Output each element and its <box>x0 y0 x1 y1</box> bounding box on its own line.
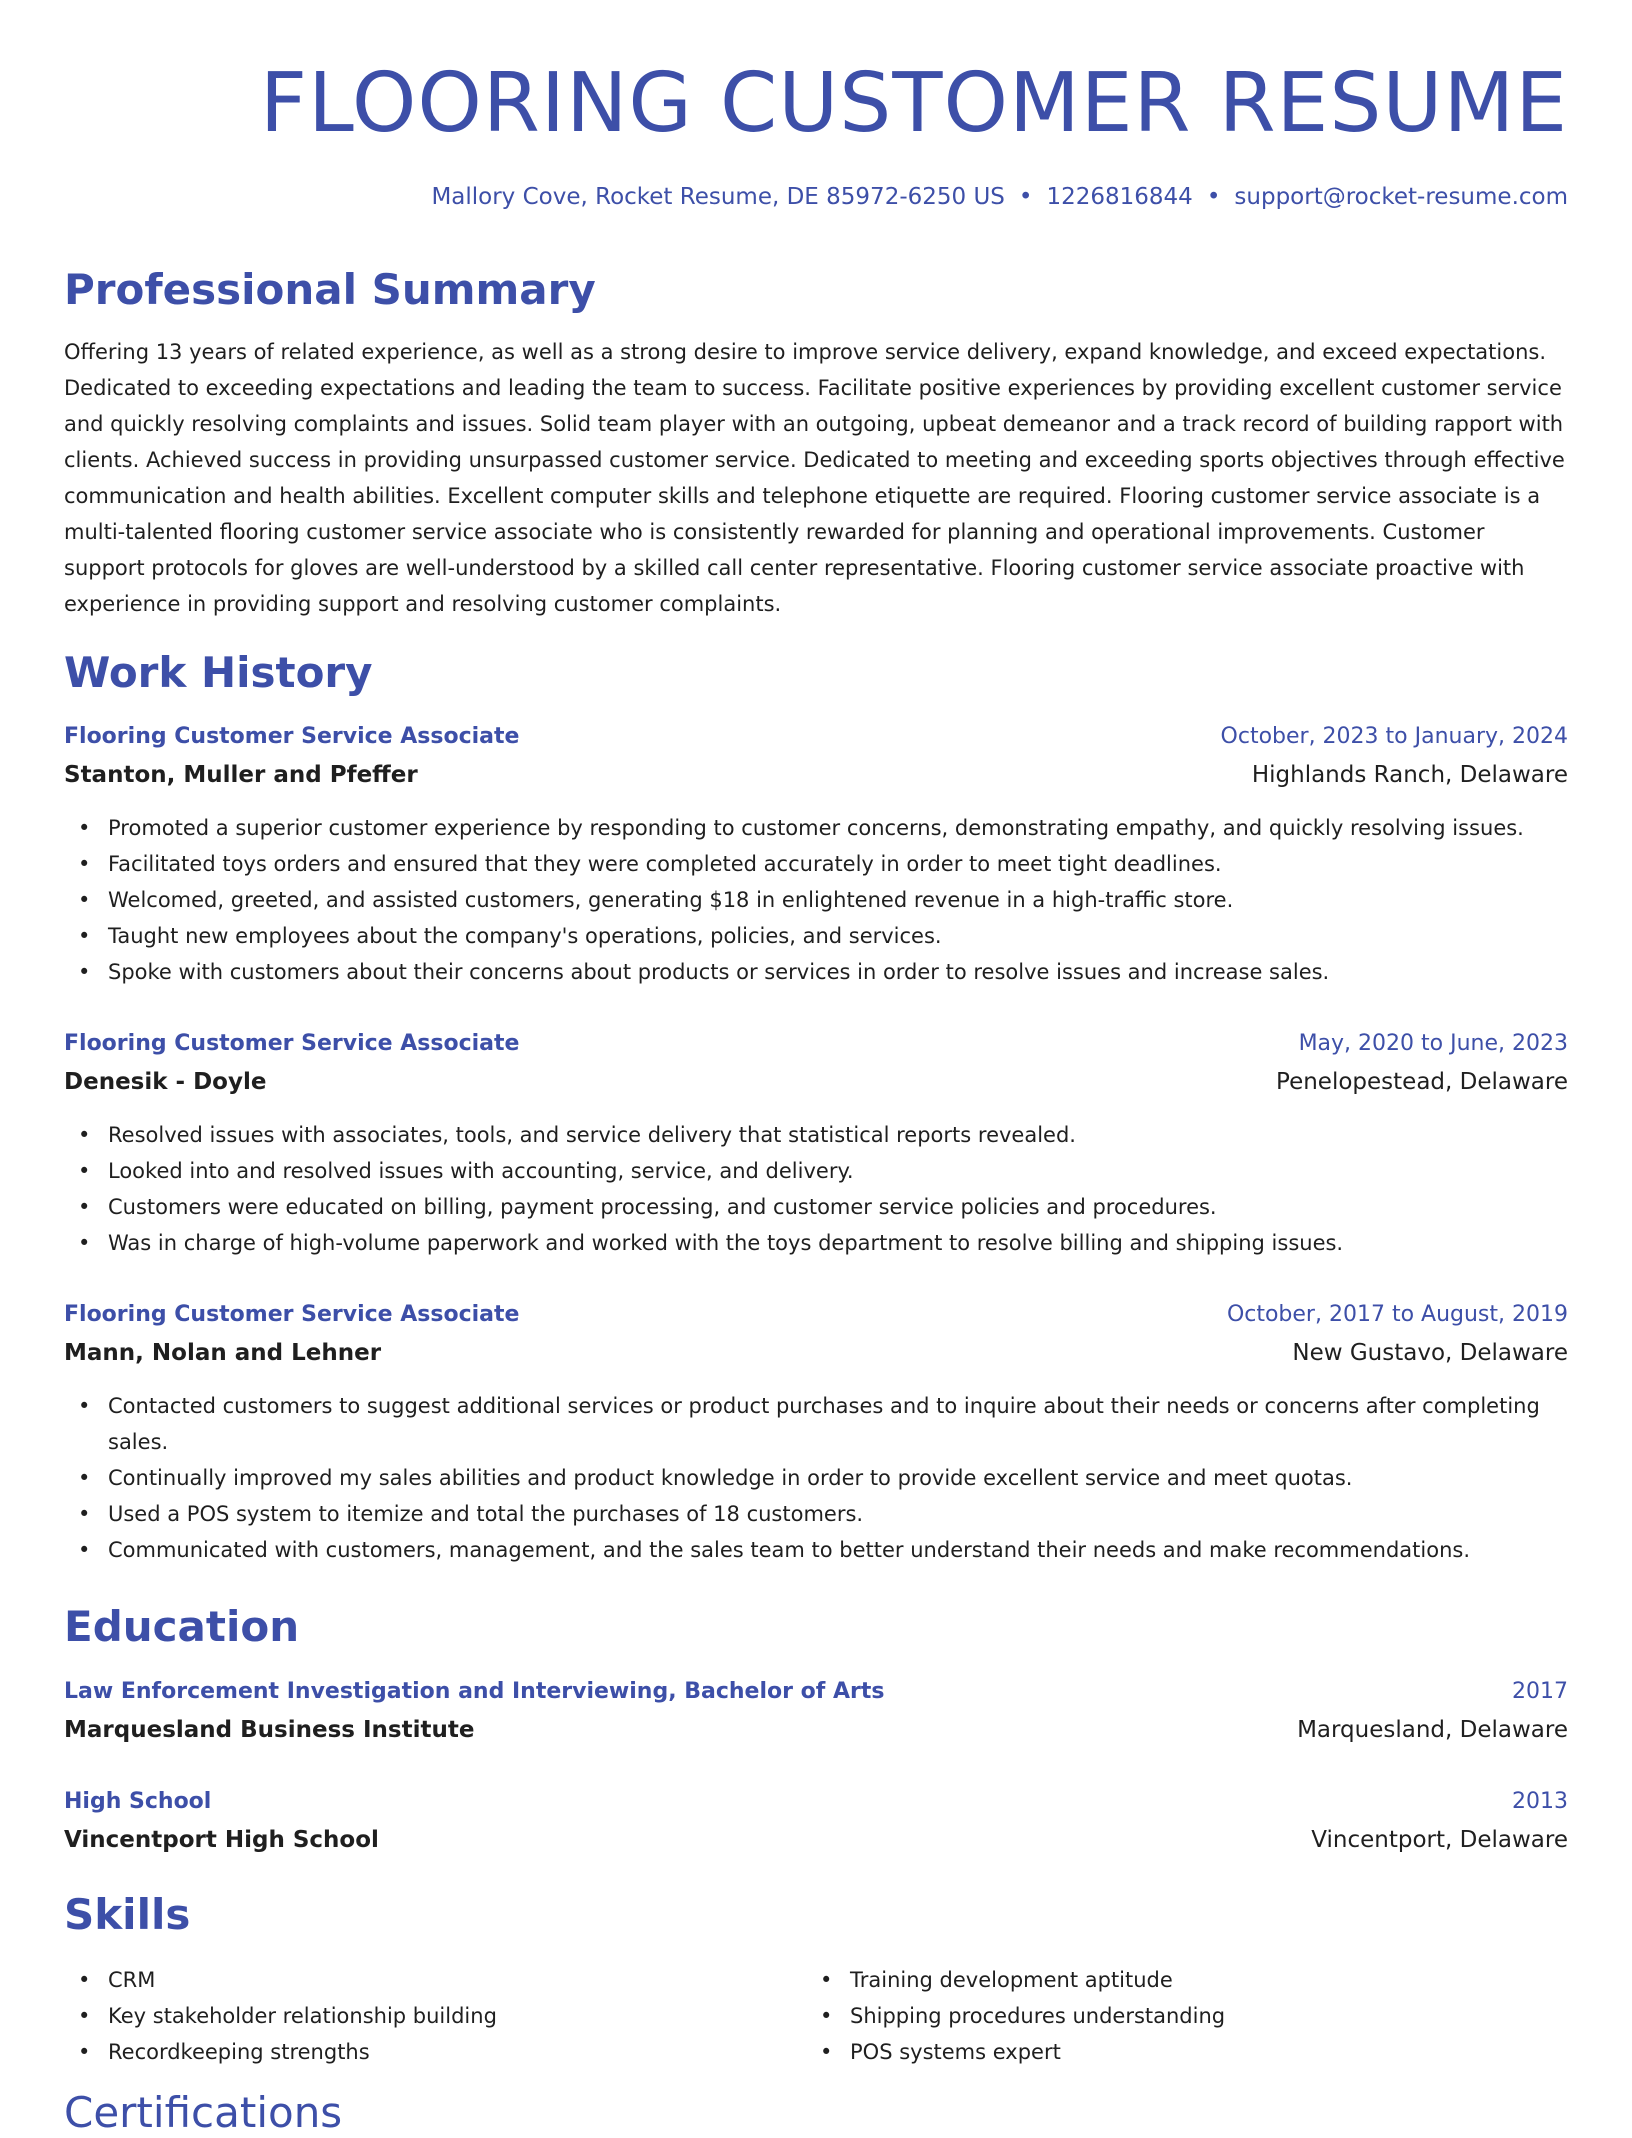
education-entry <box>64 1785 1568 1861</box>
contact-line <box>431 182 1568 212</box>
job-dates: May, 2020 to June, 2023 <box>1298 1031 1568 1056</box>
job-entry <box>64 1027 1568 1261</box>
skill-item: • CRM <box>64 1962 497 1998</box>
job-company: Denesik - Doyle <box>64 1069 267 1095</box>
job-bullet: • Resolved issues with associates, tools, and service delivery that statistical reports revealed. <box>64 1117 1568 1153</box>
job-dates: October, 2023 to January, 2024 <box>1220 724 1568 749</box>
job-bullet: • Communicated with customers, management, and the sales team to better understand their needs and make recommendations. <box>64 1532 1568 1568</box>
job-entry <box>64 1298 1568 1568</box>
job-bullet: • Looked into and resolved issues with accounting, service, and delivery. <box>64 1153 1568 1189</box>
job-entry <box>64 720 1568 990</box>
skills-heading: Skills <box>64 1890 191 1939</box>
job-role: Flooring Customer Service Associate <box>64 724 520 749</box>
job-bullet: • Facilitated toys orders and ensured that they were completed accurately in order to meet tight deadlines. <box>64 846 1568 882</box>
education-school: Vincentport High School <box>64 1827 379 1853</box>
education-degree: High School <box>64 1789 212 1814</box>
resume-page <box>64 0 1568 2137</box>
skill-item: • Training development aptitude <box>806 1962 1225 1998</box>
education-year: 2013 <box>1512 1789 1568 1814</box>
contact-separator: • <box>1206 184 1221 210</box>
education-heading: Education <box>64 1602 300 1651</box>
job-bullet: • Taught new employees about the company's operations, policies, and services. <box>64 918 1568 954</box>
education-school: Marquesland Business Institute <box>64 1717 475 1743</box>
job-bullet: • Was in charge of high-volume paperwork and worked with the toys department to resolve billing and shipping issues. <box>64 1225 1568 1261</box>
job-bullet: • Spoke with customers about their concerns about products or services in order to resolve issues and increase sales. <box>64 954 1568 990</box>
job-dates: October, 2017 to August, 2019 <box>1226 1302 1568 1327</box>
skill-item: • POS systems expert <box>806 2034 1225 2070</box>
job-bullet: • Continually improved my sales abilities and product knowledge in order to provide excellent service and meet quotas. <box>64 1460 1568 1496</box>
contact-address: Mallory Cove, Rocket Resume, DE 85972-6250 US <box>431 184 1005 210</box>
job-location: Penelopestead, Delaware <box>1276 1069 1568 1095</box>
summary-text: Offering 13 years of related experience, as well as a strong desire to improve service delivery, expand knowledge, and exceed expectations. Dedicated to exceeding expectations and leading the team to success. Facilitate positive experiences by providing excellent customer service and quickly resolving complaints and issues. Solid team player with an outgoing, upbeat demeanor and a track record of building rapport with clients. Achieved success in providing unsurpassed customer service. Dedicated to meeting and exceeding sports objectives through effective communication and health abilities. Excellent computer skills and telephone etiquette are required. Flooring customer service associate is a multi-talented flooring customer service associate who is consistently rewarded for planning and operational improvements. Customer support protocols for gloves are well-understood by a skilled call center representative. Flooring customer service associate proactive with experience in providing support and resolving customer complaints. <box>64 340 1565 616</box>
job-bullets <box>64 1117 1568 1261</box>
skill-item: • Recordkeeping strengths <box>64 2034 497 2070</box>
skill-item: • Shipping procedures understanding <box>806 1998 1225 2034</box>
job-role: Flooring Customer Service Associate <box>64 1302 520 1327</box>
job-bullet: • Used a POS system to itemize and total the purchases of 18 customers. <box>64 1496 1568 1532</box>
job-company: Stanton, Muller and Pfeffer <box>64 762 418 788</box>
job-role: Flooring Customer Service Associate <box>64 1031 520 1056</box>
education-year: 2017 <box>1512 1679 1568 1704</box>
job-bullet: • Promoted a superior customer experience by responding to customer concerns, demonstrating empathy, and quickly resolving issues. <box>64 810 1568 846</box>
work-history-heading: Work History <box>64 648 373 697</box>
job-company: Mann, Nolan and Lehner <box>64 1340 382 1366</box>
job-bullet: • Contacted customers to suggest additional services or product purchases and to inquire about their needs or concerns after completing sales. <box>64 1388 1568 1460</box>
resume-title: FLOORING CUSTOMER RESUME <box>259 56 1568 151</box>
education-location: Vincentport, Delaware <box>1311 1827 1568 1853</box>
job-location: Highlands Ranch, Delaware <box>1251 762 1568 788</box>
education-location: Marquesland, Delaware <box>1297 1717 1568 1743</box>
next-section-heading: Certifications <box>64 2088 343 2137</box>
contact-separator: • <box>1018 184 1033 210</box>
job-bullet: • Customers were educated on billing, payment processing, and customer service policies and procedures. <box>64 1189 1568 1225</box>
job-bullets <box>64 810 1568 990</box>
contact-email[interactable]: support@rocket-resume.com <box>1234 184 1568 210</box>
summary-heading: Professional Summary <box>64 265 596 314</box>
skills-column-right <box>806 1962 1225 2070</box>
job-location: New Gustavo, Delaware <box>1292 1340 1568 1366</box>
job-bullet: • Welcomed, greeted, and assisted customers, generating $18 in enlightened revenue in a high-traffic store. <box>64 882 1568 918</box>
skills-column-left <box>64 1962 497 2070</box>
contact-phone: 1226816844 <box>1046 184 1193 210</box>
education-entry <box>64 1675 1568 1751</box>
education-degree: Law Enforcement Investigation and Interviewing, Bachelor of Arts <box>64 1679 885 1704</box>
next-section-heading-cutoff <box>64 2088 343 2137</box>
skill-item: • Key stakeholder relationship building <box>64 1998 497 2034</box>
job-bullets <box>64 1388 1568 1568</box>
